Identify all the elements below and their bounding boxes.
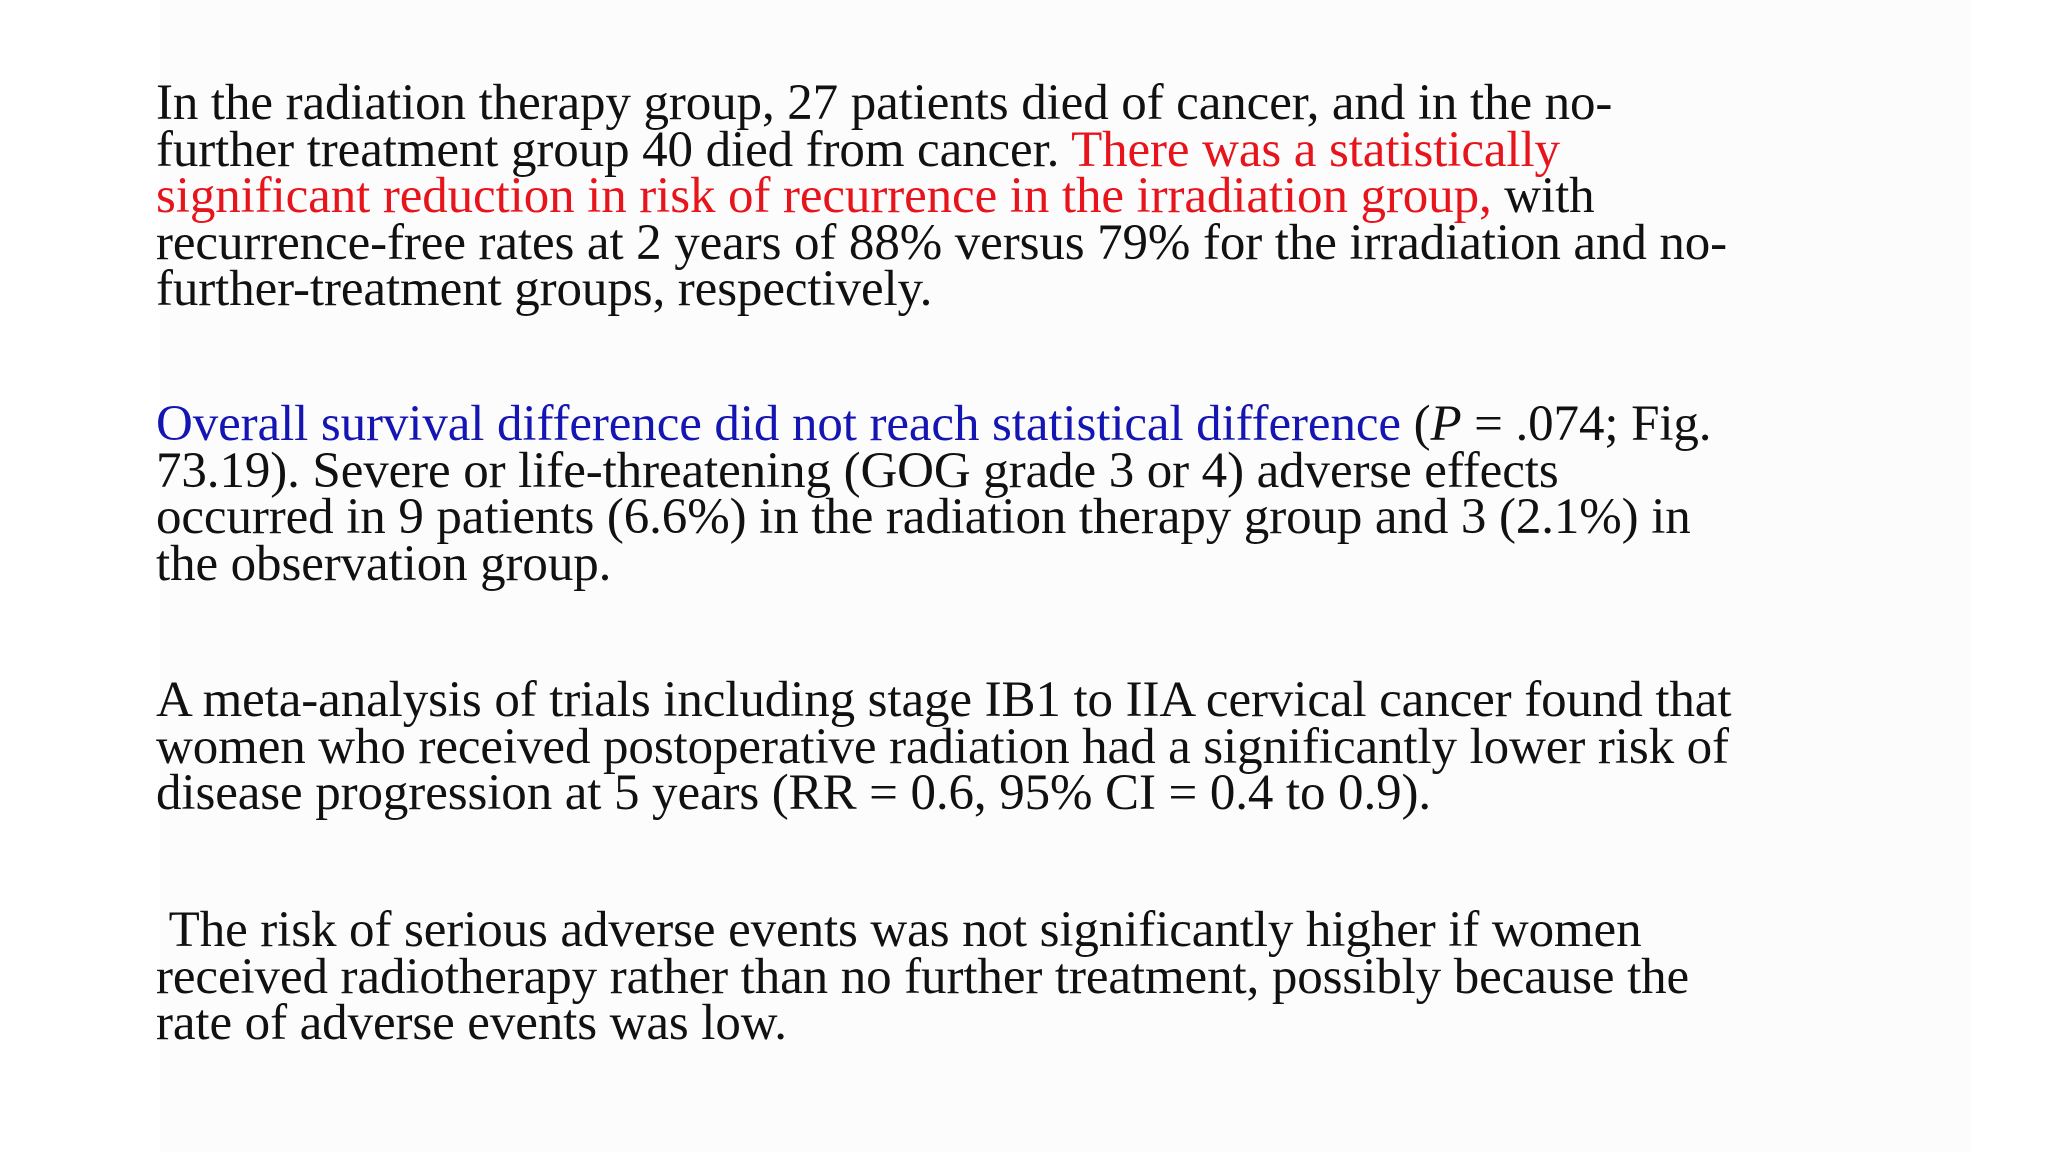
text-line: received radiotherapy rather than no further treatment, possibly because the xyxy=(156,948,1690,1005)
paragraph-adverse-events xyxy=(156,902,1976,1051)
text-span: with xyxy=(1504,168,1595,224)
text-line: recurrence-free rates at 2 years of 88% versus 79% for the irradiation and no- xyxy=(156,214,1728,271)
paragraph-overall-survival xyxy=(156,396,1976,592)
p-value-symbol: P xyxy=(1430,396,1462,452)
text-line: In the radiation therapy group, 27 patients died of cancer, and in the no- xyxy=(156,75,1613,131)
text-line xyxy=(156,168,1976,224)
highlighted-red-text: significant reduction in risk of recurrence in the irradiation group, xyxy=(156,168,1492,224)
highlighted-red-text: There was a statistically xyxy=(1071,121,1560,178)
text-span: further treatment group 40 died from cancer. xyxy=(156,121,1060,178)
text-line: The risk of serious adverse events was not significantly higher if women xyxy=(156,902,1642,958)
text-line: A meta-analysis of trials including stage IB1 to IIA cervical cancer found that xyxy=(156,672,1732,728)
text-line: occurred in 9 patients (6.6%) in the radiation therapy group and 3 (2.1%) in xyxy=(156,489,1691,545)
text-line xyxy=(156,396,1976,452)
text-line xyxy=(156,121,1976,178)
paragraph-radiation-outcomes xyxy=(156,75,1976,317)
text-span: = .074; Fig. xyxy=(1461,396,1712,452)
highlighted-blue-text: Overall survival difference did not reach statistical difference xyxy=(156,396,1401,452)
text-line: the observation group. xyxy=(156,535,612,592)
paragraph-meta-analysis xyxy=(156,672,1976,821)
text-line: disease progression at 5 years (RR = 0.6, 95% CI = 0.4 to 0.9). xyxy=(156,765,1432,821)
text-line: women who received postoperative radiation had a significantly lower risk of xyxy=(156,718,1729,775)
text-line: rate of adverse events was low. xyxy=(156,995,787,1051)
text-line: further-treatment groups, respectively. xyxy=(156,261,933,317)
text-line: 73.19). Severe or life-threatening (GOG grade 3 or 4) adverse effects xyxy=(156,442,1559,499)
text-span: ( xyxy=(1413,396,1431,452)
